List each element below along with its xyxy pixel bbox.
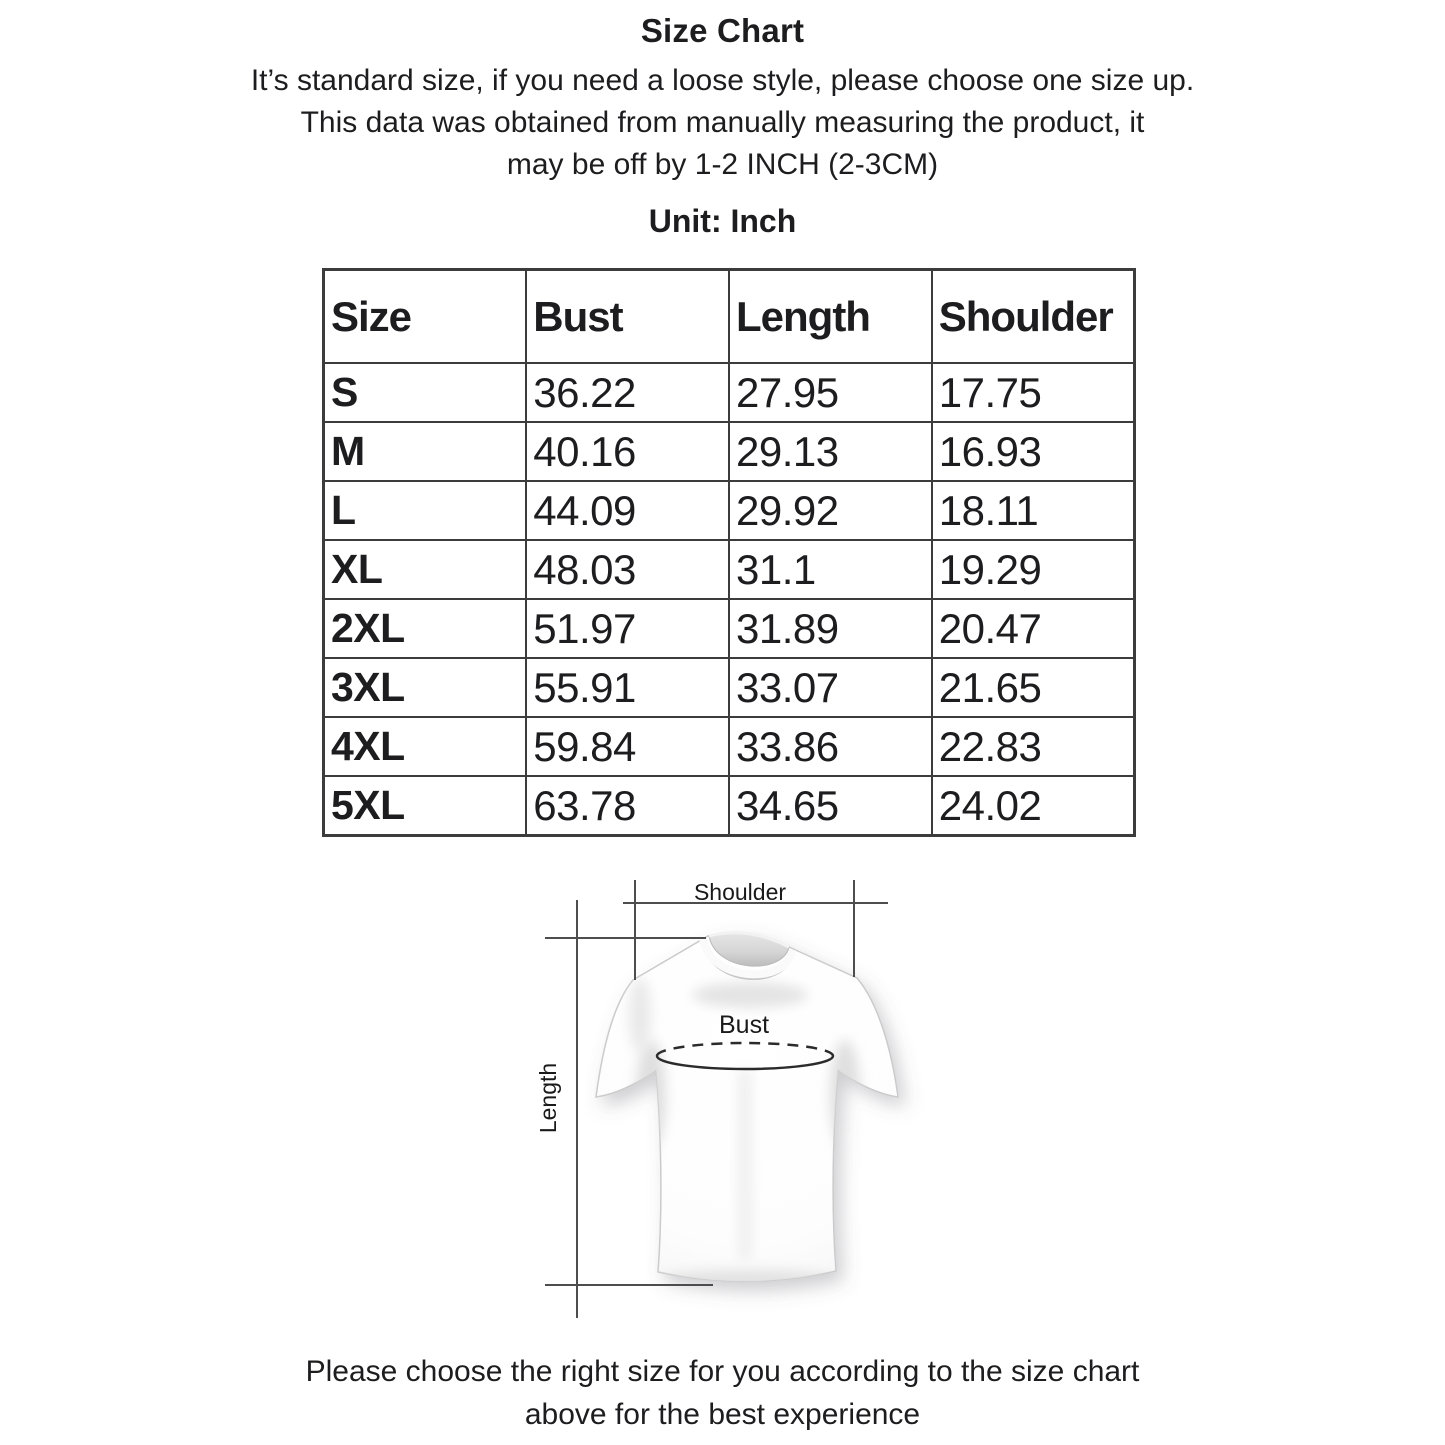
shoulder-cell: 17.75 (932, 363, 1135, 422)
size-cell: M (324, 422, 527, 481)
description-line-3: may be off by 1-2 INCH (2-3CM) (506, 148, 939, 181)
header-length: Length (729, 270, 932, 364)
size-cell: 5XL (324, 776, 527, 836)
header-bust: Bust (526, 270, 729, 364)
table-row (324, 599, 1135, 658)
header-shoulder: Shoulder (932, 270, 1135, 364)
size-chart-table (322, 268, 1136, 837)
size-cell: XL (324, 540, 527, 599)
footer-line-1: Please choose the right size for you according to the size chart (305, 1355, 1140, 1388)
shoulder-cell: 19.29 (932, 540, 1135, 599)
bust-cell: 55.91 (526, 658, 729, 717)
size-description (0, 60, 1445, 186)
length-cell: 33.07 (729, 658, 932, 717)
header-size: Size (324, 270, 527, 364)
description-line-2: This data was obtained from manually measuring the product, it (300, 106, 1145, 139)
unit-label: Unit: Inch (648, 203, 797, 239)
size-cell: 4XL (324, 717, 527, 776)
shoulder-cell: 20.47 (932, 599, 1135, 658)
length-cell: 31.1 (729, 540, 932, 599)
size-cell: S (324, 363, 527, 422)
tshirt-size-diagram (440, 858, 1010, 1343)
bust-cell: 48.03 (526, 540, 729, 599)
table-row (324, 540, 1135, 599)
table-row (324, 422, 1135, 481)
length-cell: 31.89 (729, 599, 932, 658)
shoulder-cell: 21.65 (932, 658, 1135, 717)
tshirt-graphic (596, 932, 898, 1292)
length-cell: 34.65 (729, 776, 932, 836)
shoulder-cell: 22.83 (932, 717, 1135, 776)
length-cell: 29.92 (729, 481, 932, 540)
table-row (324, 363, 1135, 422)
table-row (324, 481, 1135, 540)
size-cell: 2XL (324, 599, 527, 658)
length-cell: 33.86 (729, 717, 932, 776)
table-row (324, 717, 1135, 776)
footer-line-2: above for the best experience (524, 1398, 921, 1431)
bust-cell: 63.78 (526, 776, 729, 836)
table-row (324, 658, 1135, 717)
description-line-1: It’s standard size, if you need a loose style, please choose one size up. (250, 64, 1195, 97)
shoulder-label: Shoulder (693, 879, 787, 905)
page-title: Size Chart (640, 12, 805, 49)
size-cell: 3XL (324, 658, 527, 717)
table-header-row (324, 270, 1135, 364)
bust-cell: 51.97 (526, 599, 729, 658)
length-cell: 27.95 (729, 363, 932, 422)
shoulder-cell: 18.11 (932, 481, 1135, 540)
bust-cell: 40.16 (526, 422, 729, 481)
bust-cell: 36.22 (526, 363, 729, 422)
table-row (324, 776, 1135, 836)
length-cell: 29.13 (729, 422, 932, 481)
shoulder-cell: 24.02 (932, 776, 1135, 836)
size-cell: L (324, 481, 527, 540)
bust-cell: 44.09 (526, 481, 729, 540)
length-label: Length (535, 1062, 561, 1134)
bust-cell: 59.84 (526, 717, 729, 776)
bust-label: Bust (718, 1011, 770, 1039)
footer-note (0, 1350, 1445, 1436)
shoulder-cell: 16.93 (932, 422, 1135, 481)
